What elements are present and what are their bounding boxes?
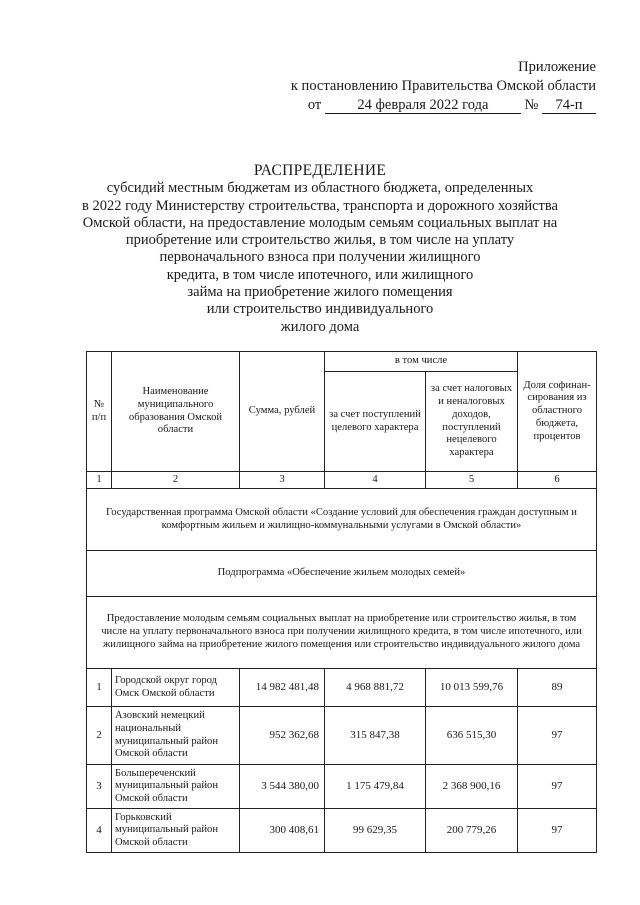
title-line: приобретение или строительство жилья, в том числе на уплату <box>125 232 515 249</box>
column-number: 3 <box>240 472 325 489</box>
distribution-table-wrapper <box>86 351 597 853</box>
document-header <box>291 58 596 115</box>
table-row <box>87 765 597 809</box>
row-tax: 10 013 599,76 <box>426 669 518 707</box>
row-num: 3 <box>87 765 112 809</box>
row-num: 4 <box>87 809 112 853</box>
from-label: от <box>307 97 322 113</box>
column-number: 5 <box>426 472 518 489</box>
title-line: в 2022 году Министерству строительства, транспорта и дорожного хозяйства <box>82 197 558 214</box>
resolution-label: к постановлению Правительства Омской области <box>290 78 596 94</box>
number-sign: № <box>524 97 539 113</box>
resolution-date: 24 февраля 2022 года <box>325 97 521 114</box>
title-line: Омской области, на предоставление молодым семьям социальных выплат на <box>82 214 558 231</box>
row-share: 97 <box>518 707 597 765</box>
distribution-table <box>86 351 597 853</box>
row-share: 89 <box>518 669 597 707</box>
row-sum: 3 544 380,00 <box>240 765 325 809</box>
row-targeted: 4 968 881,72 <box>325 669 426 707</box>
title-line: субсидий местным бюджетам из областного бюджета, определенных <box>106 180 534 197</box>
row-share: 97 <box>518 809 597 853</box>
title-line: жилого дома <box>280 318 360 335</box>
header-targeted: за счет поступлений целевого характера <box>325 372 426 472</box>
title-line: кредита, в том числе ипотечного, или жилищного <box>166 266 474 283</box>
row-sum: 952 362,68 <box>240 707 325 765</box>
title-line: или строительство индивидуального <box>206 301 434 318</box>
row-tax: 2 368 900,16 <box>426 765 518 809</box>
column-number: 1 <box>87 472 112 489</box>
row-municipality: Азовский немецкий национальный муниципальный район Омской области <box>112 707 240 765</box>
header-tax: за счет налоговых и неналоговых доходов, поступлений нецелевого характера <box>426 372 518 472</box>
row-tax: 636 515,30 <box>426 707 518 765</box>
activity-row: Предоставление молодым семьям социальных выплат на приобретение или строительство жилья, в том числе на уплату первоначального взноса при получении жилищного кредита, в том числе ипотечного, или жилищного займа на приобретение жилого помещения или строительство индивидуального жилого дома <box>87 597 597 669</box>
header-share: Доля софинан-сирования из областного бюджета, процентов <box>518 352 597 472</box>
row-num: 2 <box>87 707 112 765</box>
header-including: в том числе <box>325 352 518 372</box>
title-heading: РАСПРЕДЕЛЕНИЕ <box>253 162 387 179</box>
table-row <box>87 809 597 853</box>
row-targeted: 1 175 479,84 <box>325 765 426 809</box>
column-number: 6 <box>518 472 597 489</box>
row-municipality: Горьковский муниципальный район Омской области <box>112 809 240 853</box>
header-municipality: Наименование муниципального образования Омской области <box>112 352 240 472</box>
header-num: № п/п <box>87 352 112 472</box>
row-targeted: 99 629,35 <box>325 809 426 853</box>
appendix-label: Приложение <box>518 59 596 75</box>
program-row: Государственная программа Омской области «Создание условий для обеспечения граждан доступным и комфортным жильем и жилищно-коммунальными услугами в Омской области» <box>87 489 597 551</box>
table-row <box>87 669 597 707</box>
column-numbers-row <box>87 472 597 489</box>
column-number: 2 <box>112 472 240 489</box>
row-tax: 200 779,26 <box>426 809 518 853</box>
resolution-number: 74-п <box>542 97 596 114</box>
column-number: 4 <box>325 472 426 489</box>
row-municipality: Большереченский муниципальный район Омской области <box>112 765 240 809</box>
row-num: 1 <box>87 669 112 707</box>
header-sum: Сумма, рублей <box>240 352 325 472</box>
date-number-line <box>291 96 596 115</box>
row-sum: 14 982 481,48 <box>240 669 325 707</box>
title-line: первоначального взноса при получении жилищного <box>159 249 481 266</box>
document-title <box>80 162 560 336</box>
table-row <box>87 707 597 765</box>
row-municipality: Городской округ город Омск Омской области <box>112 669 240 707</box>
subprogram-row: Подпрограмма «Обеспечение жильем молодых семей» <box>87 551 597 597</box>
title-line: займа на приобретение жилого помещения <box>187 284 453 301</box>
row-targeted: 315 847,38 <box>325 707 426 765</box>
row-sum: 300 408,61 <box>240 809 325 853</box>
row-share: 97 <box>518 765 597 809</box>
